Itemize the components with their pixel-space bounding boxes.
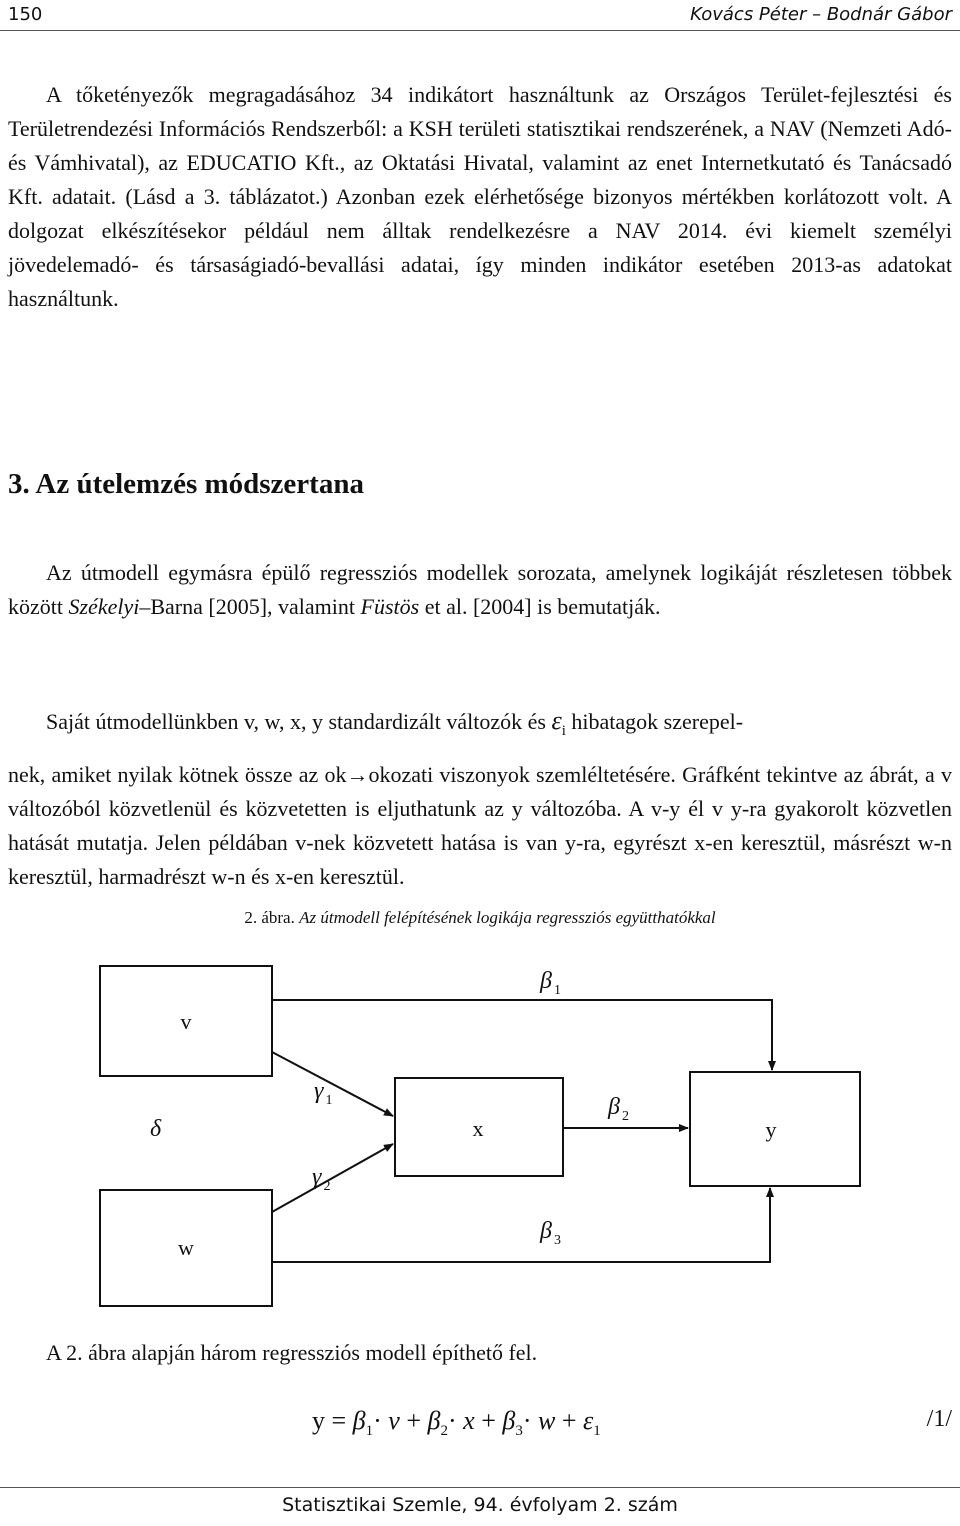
p3-epsilon: $\varepsilon_i$ — [551, 706, 566, 740]
p3-rest: nek, amiket nyilak kötnek össze az ok→okozati viszonyok szemléltetésére. Gráfként tekintve az ábrát, a v változóból közvetlenül és közvetetten is eljuthatunk az y változóba. A v-y él v y-ra gyakorolt közvetlen hatását mutatja. Jelen példában v-nek közvetett hatása is van y-ra, egyrészt x-en keresztül, másrészt w-n keresztül, harmadrészt w-n és x-en keresztül. — [8, 762, 952, 890]
figure-title: Az útmodell felépítésének logikája regressziós együtthatókkal — [299, 908, 716, 927]
p2-dash: – — [139, 594, 151, 619]
coef-gamma2: γ $_2$ — [312, 1164, 331, 1194]
arrow-v-to-y — [272, 1000, 772, 1070]
header-authors: Kovács Péter – Bodnár Gábor — [690, 4, 952, 25]
path-diagram — [0, 950, 960, 1330]
arrow-w-to-x — [272, 1144, 393, 1212]
p2-text-after: et al. [2004] is bemutatják. — [419, 594, 661, 619]
coef-beta3: β $_3$ — [540, 1218, 561, 1248]
p3-line1 — [8, 704, 952, 748]
coef-delta: δ — [150, 1116, 162, 1142]
paragraph-own-model — [8, 704, 952, 894]
equation-number: /1/ — [926, 1406, 952, 1432]
running-header — [0, 0, 960, 30]
paragraph-data-sources: A tőketényezők megragadásához 34 indikátort használtunk az Országos Terület-fejlesztési és Területrendezési Információs Rendszerből: a KSH területi statisztikai rendszerének, a NAV (Nemzeti Adó- és Vámhivatal), az EDUCATIO Kft., az Oktatási Hivatal, valamint az enet Internetkutató és Tanácsadó Kft. adatait. (Lásd a 3. táblázatot.) Azonban ezek elérhetősége bizonyos mértékben korlátozott volt. A dolgozat elkészítésekor például nem álltak rendelkezésre a NAV 2014. évi kiemelt személyi jövedelemadó- és társaságiadó-bevallási adatai, így minden indikátor esetében 2013-as adatokat használtunk. — [8, 82, 952, 311]
formula-intro: A 2. ábra alapján három regressziós modell építhető fel. — [46, 1340, 538, 1365]
node-x-label: x — [472, 1116, 484, 1141]
eq-lhs: y — [312, 1406, 325, 1435]
page-number: 150 — [8, 4, 43, 25]
p2-author-barna: Barna — [150, 594, 203, 619]
footer-rule — [0, 1487, 960, 1488]
paragraph-path-model — [8, 556, 952, 624]
figure-caption — [0, 908, 960, 928]
p2-author-szekelyi: Székelyi — [68, 594, 140, 619]
coef-beta2: β $_2$ — [608, 1094, 629, 1124]
p3-line1-before: Saját útmodellünkben v, w, x, y standardizált változók és — [46, 709, 552, 734]
header-rule — [0, 30, 960, 31]
coef-beta1: β $_1$ — [540, 968, 561, 998]
node-v-label: v — [180, 1009, 192, 1034]
p2-text-middle: [2005], valamint — [202, 594, 361, 619]
arrow-w-to-y — [272, 1188, 770, 1262]
equation-1: $y = \beta_1\cdot v + \beta_2\cdot x + \beta_3\cdot w + \varepsilon_1$ — [312, 1406, 601, 1440]
node-y-label: y — [765, 1117, 777, 1142]
coef-gamma1: γ $_1$ — [314, 1078, 333, 1108]
node-w-label: w — [178, 1235, 194, 1260]
p2-author-fustos: Füstös — [360, 594, 420, 619]
section-heading: 3. Az útelemzés módszertana — [8, 468, 364, 500]
figure-number: 2. ábra. — [244, 908, 295, 927]
footer-journal: Statisztikai Szemle, 94. évfolyam 2. szám — [282, 1494, 678, 1516]
p2-text-before: Az útmodell egymásra épülő regressziós modellek sorozata, amelynek logikáját részletesen többek között — [8, 560, 952, 619]
p3-line1-after: hibatagok szerepel- — [565, 709, 744, 734]
arrow-v-to-x — [272, 1052, 393, 1116]
